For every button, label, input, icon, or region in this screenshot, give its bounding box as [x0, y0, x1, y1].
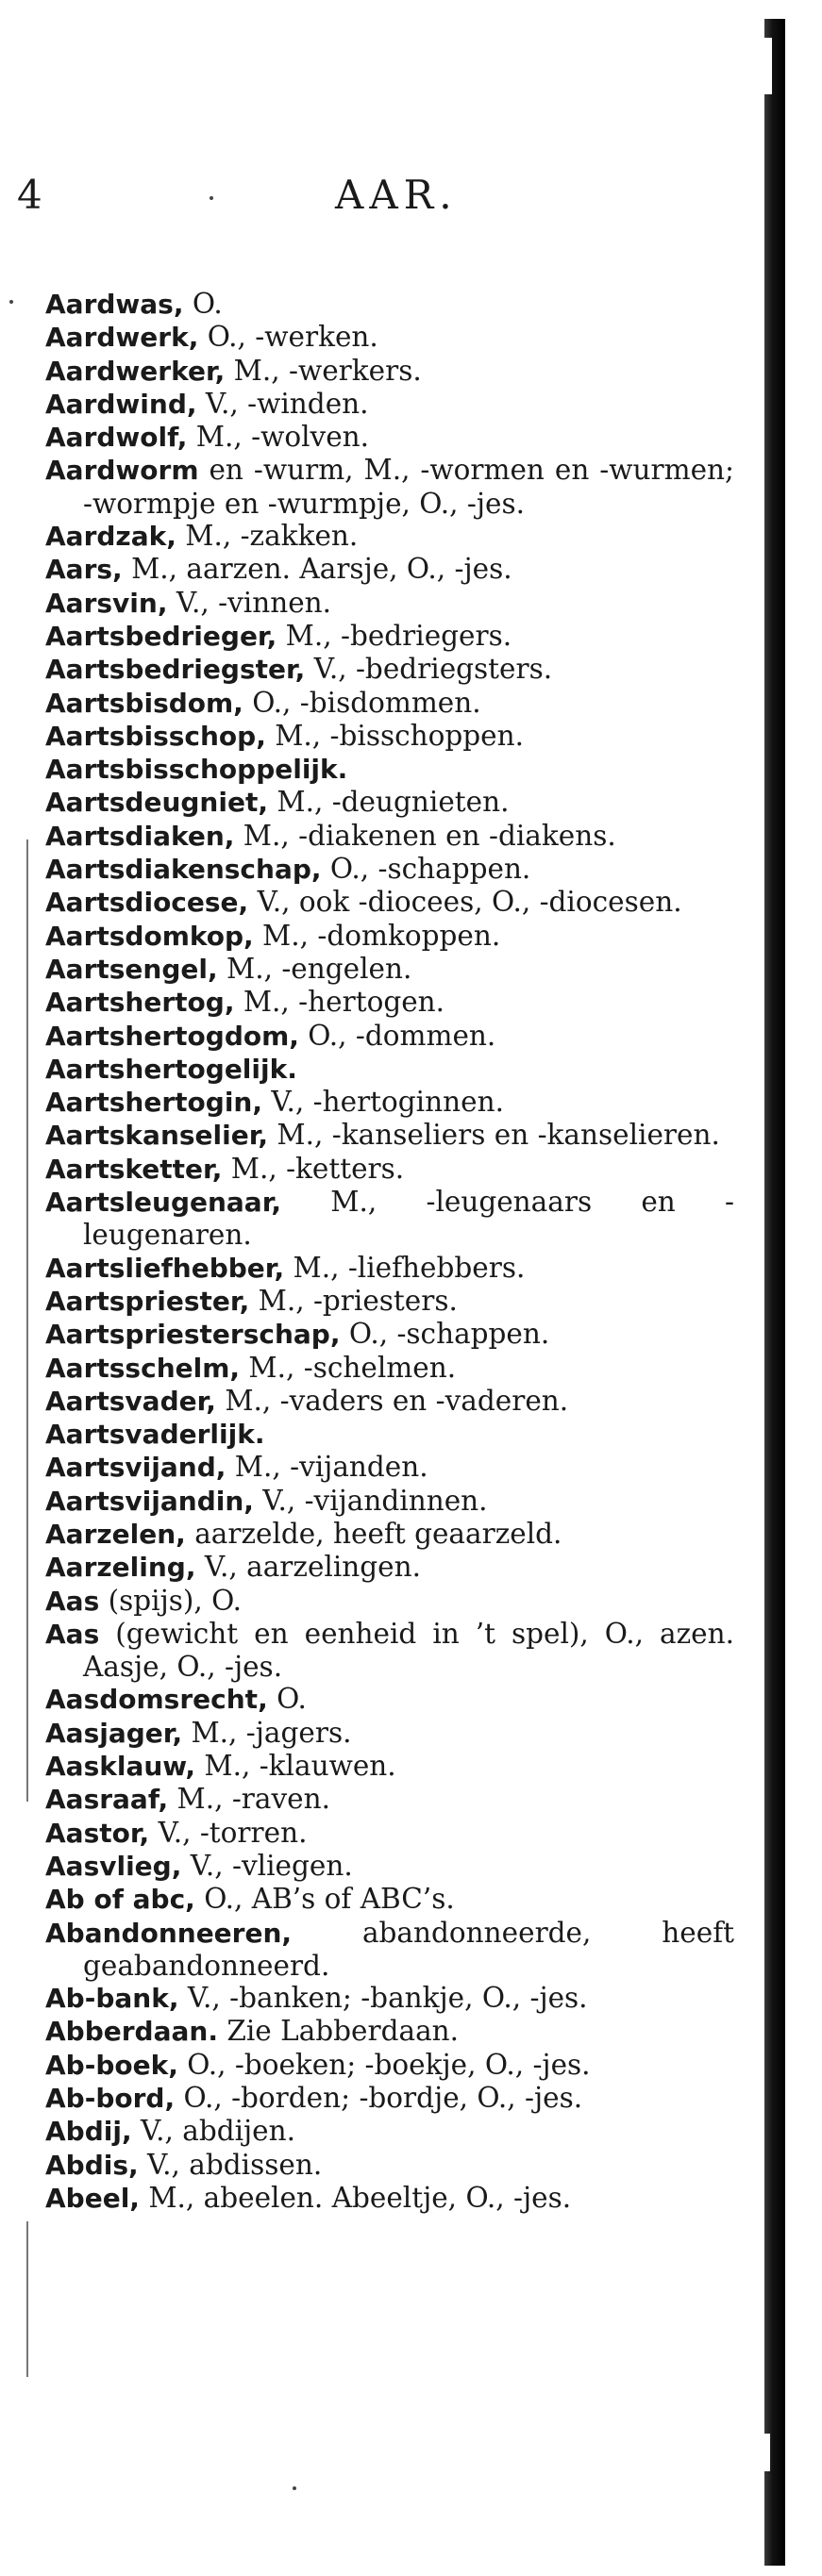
dictionary-entry [45, 1717, 734, 1750]
entry-headword: Aartspriesterschap, [45, 1319, 341, 1351]
entry-headword: Aartshertogelijk. [45, 1053, 297, 1085]
dictionary-entry [45, 454, 734, 520]
entry-headword: Ab of abc, [45, 1884, 195, 1916]
dictionary-entry [45, 1418, 734, 1451]
entry-headword: Aars, [45, 554, 123, 586]
entry-definition: V., -hertoginnen. [262, 1086, 504, 1119]
entry-headword: Aartsdiakenschap, [45, 854, 322, 886]
print-speck [9, 300, 13, 304]
entry-definition: M., -deugnieten. [267, 786, 510, 819]
dictionary-entry [45, 1585, 734, 1618]
dictionary-entry [45, 1917, 734, 1983]
dictionary-entry [45, 1186, 734, 1252]
entry-definition: M., -schelmen. [240, 1351, 457, 1384]
entry-definition: abandonneerde, heeft geabandonneerd. [83, 1916, 734, 1982]
entry-headword: Abdij, [45, 2116, 132, 2148]
entry-headword: Aartsbedriegster, [45, 654, 306, 686]
dictionary-entry [45, 587, 734, 620]
dictionary-entry [45, 1817, 734, 1850]
dictionary-entry [45, 720, 734, 753]
dictionary-entry [45, 2182, 734, 2215]
dictionary-entry [45, 853, 734, 886]
entry-definition: M., -hertogen. [234, 986, 445, 1019]
dictionary-entry [45, 2015, 734, 2048]
dictionary-entry [45, 2115, 734, 2148]
entry-headword: Aardwas, [45, 289, 184, 320]
dictionary-entry [45, 1252, 734, 1285]
entry-definition: O., -schappen. [340, 1318, 550, 1351]
entry-headword: Aartshertogdom, [45, 1020, 299, 1052]
entry-definition: O. [267, 1683, 307, 1716]
entry-headword: Aartsdiocese, [45, 887, 249, 919]
dictionary-entry [45, 820, 734, 853]
dictionary-entry [45, 1485, 734, 1518]
entry-headword: Abandonneeren, [45, 1917, 293, 1949]
edge-nick [764, 2434, 770, 2471]
entry-headword: Aartsdeugniet, [45, 787, 268, 819]
dictionary-entry [45, 1750, 734, 1783]
dictionary-entry [45, 1318, 734, 1351]
entry-headword: Aartsketter, [45, 1153, 223, 1185]
entry-definition: V., -vliegen. [181, 1849, 353, 1882]
page-number: 4 [17, 172, 42, 218]
entry-headword: Aas [45, 1585, 100, 1617]
dictionary-entry [45, 653, 734, 686]
dictionary-entry [45, 1053, 734, 1086]
dictionary-entry [45, 2082, 734, 2115]
dictionary-entry [45, 1119, 734, 1152]
entry-definition: O., AB’s of ABC’s. [194, 1883, 455, 1916]
dictionary-entry [45, 1883, 734, 1916]
dictionary-entry [45, 1451, 734, 1484]
dictionary-entry [45, 620, 734, 653]
entry-definition: O., -dommen. [298, 1019, 496, 1052]
entry-definition: M., -zakken. [176, 520, 359, 553]
margin-rule [26, 839, 28, 1802]
dictionary-entry [45, 355, 734, 388]
entry-definition: O. [183, 288, 223, 320]
entry-definition: M., -wolven. [187, 421, 370, 454]
entry-headword: Ab-bank, [45, 1983, 179, 2015]
entry-headword: Aastor, [45, 1817, 150, 1849]
dictionary-entry [45, 2149, 734, 2182]
entry-definition: M., -klauwen. [195, 1750, 396, 1783]
entry-definition: O., -werken. [198, 321, 378, 354]
dictionary-entry [45, 520, 734, 553]
entry-headword: Aartsliefhebber, [45, 1252, 285, 1284]
entry-headword: Aas [45, 1618, 100, 1650]
entry-headword: Aartsvijandin, [45, 1485, 254, 1517]
entry-definition: M., -liefhebbers. [284, 1251, 526, 1284]
dictionary-entry [45, 321, 734, 354]
entry-definition: O., -bisdommen. [243, 686, 481, 719]
entry-definition: (gewicht en eenheid in ’t spel), O., azen. Aasje, O., -jes. [83, 1617, 734, 1684]
entry-definition: M., -raven. [168, 1783, 330, 1816]
entry-headword: Aartsbisschoppelijk. [45, 754, 348, 786]
dictionary-entry [45, 1850, 734, 1883]
entry-definition: V., ook -diocees, O., -diocesen. [248, 886, 682, 919]
entry-definition: V., -torren. [149, 1816, 308, 1849]
entry-headword: Aardzak, [45, 521, 176, 553]
dictionary-entry [45, 1551, 734, 1584]
entry-definition: aarzelde, heeft geaarzeld. [185, 1517, 562, 1550]
entry-headword: Aardwind, [45, 388, 197, 420]
running-head: AAR. [335, 172, 458, 218]
entry-headword: Abberdaan. [45, 2016, 218, 2048]
dictionary-entry [45, 986, 734, 1019]
entry-definition: V., -banken; -bankje, O., -jes. [178, 1982, 588, 2015]
entry-definition: Zie Labberdaan. [217, 2015, 460, 2048]
dictionary-entry [45, 421, 734, 454]
margin-rule [26, 2221, 28, 2377]
dictionary-entry [45, 886, 734, 919]
entry-headword: Aartspriester, [45, 1285, 250, 1317]
dictionary-entry [45, 1153, 734, 1186]
entry-headword: Ab-boek, [45, 2049, 178, 2081]
dictionary-entry [45, 1518, 734, 1551]
entry-definition: M., -bedriegers. [277, 619, 512, 652]
entry-definition: V., abdissen. [138, 2148, 323, 2181]
entry-headword: Aartsdiaken, [45, 820, 235, 852]
dictionary-entry [45, 1783, 734, 1816]
entry-headword: Aasraaf, [45, 1784, 169, 1816]
dictionary-entry [45, 920, 734, 953]
dictionary-entry [45, 1683, 734, 1716]
entry-headword: Aardwerker, [45, 355, 226, 387]
entry-headword: Aasklauw, [45, 1751, 195, 1783]
dictionary-entry [45, 753, 734, 786]
entry-definition: O., -schappen. [321, 853, 531, 886]
edge-nick [764, 38, 772, 94]
entry-definition: M., -vaders en -vaderen. [215, 1384, 569, 1417]
dictionary-entry [45, 1385, 734, 1418]
entry-definition: M., abeelen. Abeeltje, O., -jes. [139, 2181, 572, 2214]
entry-definition: en -wurm, M., -wormen en -wurmen; -wormpje en -wurmpje, O., -jes. [83, 454, 734, 520]
dictionary-entry [45, 388, 734, 421]
entry-definition: V., -vinnen. [167, 586, 332, 619]
entry-headword: Abeel, [45, 2182, 140, 2214]
dictionary-entry [45, 1086, 734, 1119]
entry-definition: M., -diakenen en -diakens. [234, 819, 616, 852]
entry-definition: V., abdijen. [131, 2115, 296, 2148]
entry-definition: M., -priesters. [249, 1284, 458, 1317]
entry-headword: Aartsbedrieger, [45, 620, 277, 652]
entry-headword: Aartsvijand, [45, 1452, 226, 1484]
entry-definition: M., -domkoppen. [253, 919, 501, 952]
page-edge-shadow [764, 19, 785, 2566]
entry-headword: Aartsleugenaar, [45, 1187, 282, 1219]
entry-definition: M., -kanseliers en -kanselieren. [268, 1119, 720, 1152]
entry-definition: (spijs), O. [99, 1584, 242, 1617]
entry-headword: Aarzeling, [45, 1552, 196, 1584]
entry-definition: M., -engelen. [217, 952, 412, 985]
entry-headword: Aartsvaderlijk. [45, 1419, 265, 1451]
entry-definition: M., -werkers. [225, 354, 422, 387]
entry-definition: V., aarzelingen. [195, 1551, 421, 1584]
dictionary-entry [45, 1285, 734, 1318]
entry-headword: Aartsengel, [45, 953, 218, 985]
entry-headword: Aartshertogin, [45, 1087, 262, 1119]
entry-headword: Aartsdomkop, [45, 920, 254, 952]
entry-definition: V., -vijandinnen. [253, 1484, 488, 1517]
dictionary-entry [45, 687, 734, 720]
entry-headword: Ab-bord, [45, 2083, 176, 2115]
entry-headword: Aarzelen, [45, 1518, 186, 1550]
entry-definition: M., -bisschoppen. [265, 719, 525, 752]
entry-headword: Aartshertog, [45, 987, 235, 1019]
dictionary-entry [45, 1982, 734, 2015]
entry-headword: Aarsvin, [45, 587, 168, 619]
dictionary-entry [45, 2049, 734, 2082]
entry-headword: Abdis, [45, 2149, 139, 2181]
entry-definition: V., -bedriegsters. [305, 653, 553, 686]
entry-headword: Aartsvader, [45, 1385, 216, 1417]
entry-headword: Aartsbisdom, [45, 687, 243, 719]
entry-definition: M., -jagers. [182, 1716, 352, 1749]
dictionary-entry [45, 1352, 734, 1385]
entry-definition: O., -borden; -bordje, O., -jes. [175, 2082, 583, 2115]
entry-headword: Aartskanselier, [45, 1120, 269, 1152]
entry-definition: O., -boeken; -boekje, O., -jes. [177, 2048, 591, 2081]
entry-headword: Aasjager, [45, 1717, 183, 1749]
entry-definition: V., -winden. [196, 387, 369, 420]
print-speck [293, 2486, 296, 2490]
dictionary-entry [45, 1020, 734, 1053]
dictionary-entry [45, 786, 734, 819]
entry-definition: M., -ketters. [222, 1152, 405, 1185]
entry-headword: Aardworm [45, 455, 199, 487]
entry-definition: M., -leugenaars en -leugenaren. [83, 1186, 734, 1252]
entry-headword: Aardwerk, [45, 322, 199, 354]
entry-definition: M., aarzen. Aarsje, O., -jes. [122, 553, 512, 586]
print-speck [210, 196, 213, 200]
entry-headword: Aartsbisschop, [45, 720, 266, 752]
entry-headword: Aartsschelm, [45, 1352, 241, 1384]
dictionary-entry [45, 288, 734, 321]
dictionary-entry [45, 553, 734, 586]
entry-definition: M., -vijanden. [226, 1451, 428, 1484]
dictionary-entry [45, 1618, 734, 1684]
entry-headword: Aasvlieg, [45, 1850, 182, 1882]
dictionary-entries [45, 288, 734, 2215]
dictionary-entry [45, 953, 734, 986]
entry-headword: Aardwolf, [45, 422, 188, 454]
entry-headword: Aasdomsrecht, [45, 1684, 268, 1716]
